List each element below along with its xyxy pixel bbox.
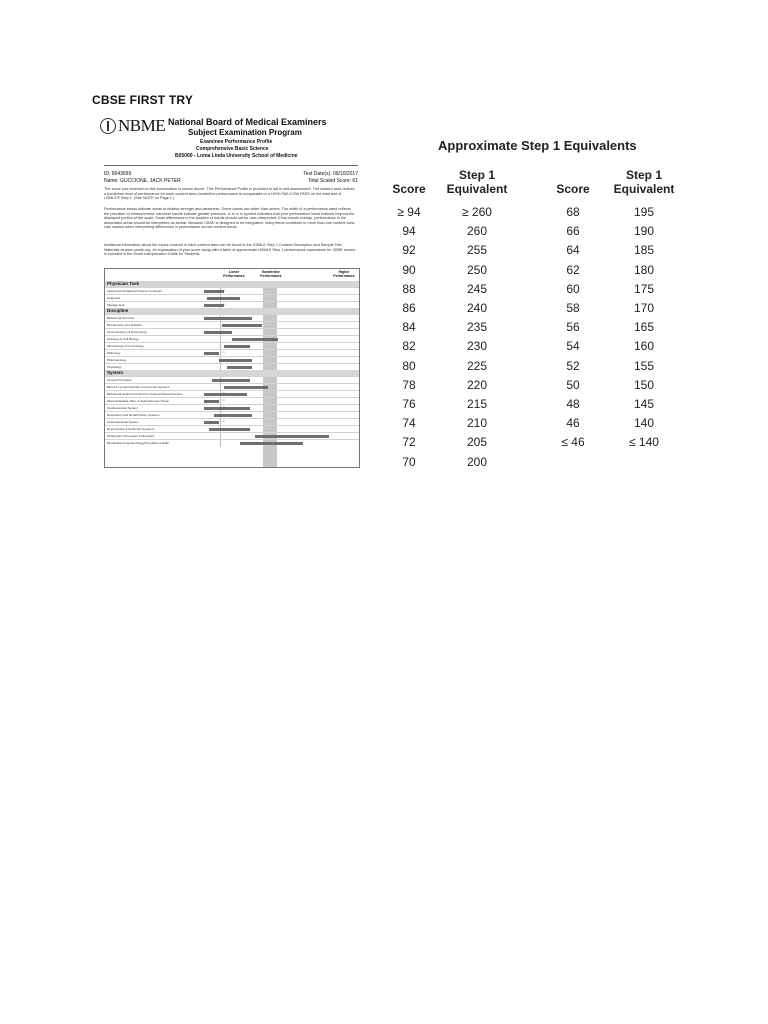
cbse-score-cell: 88 [402,281,416,296]
performance-profile-table [104,268,360,468]
cbse-score-cell: 58 [566,301,580,315]
content-area-label: Behavioral Health and Nervous Systems/Special Senses [107,392,183,396]
cbse-score-cell: 90 [402,262,416,277]
content-area-label: Biostatistics & Epidemiology/Population Health [107,441,170,445]
cbse-score-cell: 72 [402,435,416,450]
step1-equivalent-cell: 240 [466,301,488,315]
cbse-score-cell: 92 [402,243,416,258]
performance-band [255,435,329,438]
cbse-score-cell: 60 [566,281,580,296]
cbse-score-cell: 76 [402,397,416,411]
performance-band [219,359,252,362]
nbme-seal-icon [100,118,116,134]
cbse-score-cell: 74 [402,416,416,431]
score-header: Score [556,182,590,196]
content-area-label: Musculoskeletal, Skin, & Subcutaneous Tissue [107,399,170,403]
performance-band [212,379,250,382]
cbse-score-cell: 54 [566,339,580,354]
section-header: Physician Task [105,281,359,287]
step1-equivalent-cell: 230 [466,339,488,354]
higher-performance-header: Higher Performance [333,270,355,278]
step1-equivalent-cell: 260 [466,224,488,239]
step1-equivalent-cell: 255 [466,243,488,258]
cbse-score-cell: ≤ 46 [561,435,585,450]
cbse-score-cell: 56 [566,320,580,335]
step1-equivalent-cell: 150 [633,377,655,392]
step1-equivalent-cell: 145 [633,397,655,411]
step1-equivalent-cell: 160 [633,339,655,354]
performance-band [204,352,219,355]
equivalent-header [604,168,684,196]
step1-equivalent-cell: 225 [466,358,488,373]
equivalent-header-line2: Equivalent [446,182,508,196]
content-area-label: Management [107,303,125,307]
content-area-label: Physiology [107,365,122,369]
cbse-score-cell: 70 [402,454,416,469]
content-area-label: Pharmacology [107,358,127,362]
cbse-score-cell: 64 [566,243,580,258]
step1-equivalent-cell: 165 [633,320,655,335]
org-name: National Board of Medical Examiners [168,117,327,127]
cbse-score-cell: 46 [566,416,580,431]
content-area-label: Applying Foundational Science Concepts [107,289,162,293]
performance-band [204,290,224,293]
cbse-score-cell: 82 [402,339,416,354]
performance-band [204,304,224,307]
step1-equivalent-cell: ≥ 260 [462,205,492,219]
content-area-label: General Principles [107,378,132,382]
total-score: Total Scaled Score: 61 [307,178,358,184]
examinee-name: Name: GUCCIONE, JACK PETER [104,178,181,184]
equivalent-header-line1: Step 1 [458,168,495,182]
cbse-score-cell: 86 [402,301,416,315]
column-divider [220,440,221,447]
content-area-label: Behavioral Sciences [107,316,135,320]
profile-header [105,269,359,281]
extends-left-icon: ◁ [222,350,225,354]
content-area-label: Blood & Lymphoreticular and Immune Systems [107,385,170,389]
step1-equivalent-cell: 170 [633,301,655,315]
step1-equivalent-cell: 250 [466,262,488,277]
performance-band [232,338,278,341]
performance-band [224,386,267,389]
content-area-label: Cardiovascular System [107,406,138,410]
equivalents-title: Approximate Step 1 Equivalents [438,138,637,153]
cbse-score-cell: 48 [566,397,580,411]
performance-band [204,393,247,396]
step1-equivalent-cell: 190 [633,224,655,239]
step1-equivalent-cell: 245 [466,281,488,296]
step1-equivalent-cell: 200 [466,454,488,469]
performance-band [204,317,252,320]
performance-band [209,428,250,431]
content-area-label: Multisystem Processes & Disorders [107,434,155,438]
intro-paragraph: The score you received on this examination is shown above. This Performance Profile is provided to aid in self-assessment. The shaded area defines a borderline level of performance for each content area; borderline performance is comparable to a HIGH FAIL/LOW PASS on the total test of USMLE® Step 1. (See NOTE on Page 1.) [104,187,355,201]
performance-band [222,324,263,327]
equivalent-header-line2: Equivalent [613,182,675,196]
bands-paragraph: Performance bands indicate areas of relative strength and weakness. Some bands are wider than others. The width of a performance band reflects the precision of measurement: narrower bands indicate greater precision. A ⊲ or ⊳ symbol indicates that your performance band extends beyond the displayed portion of the scale. Small differences in the location of bands should not be over-interpreted. If two bands overlap, performance in the associated areas should be interpreted as similar. Because CBSE is designed to be integrative, many items contribute to more than one content area. Use caution when interpreting differences in performance across content areas. [104,207,356,230]
cbse-score-cell: 50 [566,377,580,392]
content-area-label: Gastrointestinal System [107,420,139,424]
exam-name: Comprehensive Basic Science [196,146,269,152]
performance-band [204,407,250,410]
performance-band [204,421,219,424]
content-area-label: Reproductive & Endocrine Systems [107,427,155,431]
content-area-label: Histology & Cell Biology [107,337,139,341]
info-paragraph: Additional information about the topics covered in each content area can be found in the USMLE Step 1 Content Description and Sample Test Materials at www.usmle.org. An explanation of your score along with a table of approximate USMLE Step 1 performance equivalents for CBSE scores is included in the Score Interpretation Guide for Students. [104,243,356,257]
step1-equivalent-cell: 235 [466,320,488,335]
nbme-logo-text: NBME [118,116,166,135]
cbse-score-cell: ≥ 94 [397,205,421,219]
step1-equivalent-cell: 220 [466,377,488,392]
step1-equivalent-cell: 205 [466,435,488,450]
step1-equivalent-cell: 215 [466,397,488,411]
cbse-score-cell: 52 [566,358,580,373]
cbse-score-cell: 66 [566,224,580,239]
step1-equivalent-cell: 180 [633,262,655,277]
examinee-id: ID: 6643699 [104,171,132,177]
step1-equivalent-cell: 140 [633,416,655,431]
content-area-label: Diagnosis [107,296,121,300]
program-name: Subject Examination Program [188,128,302,137]
lower-performance-header: Lower Performance [223,270,245,278]
school-name: B05060 - Loma Linda University School of Medicine [175,153,298,159]
performance-band [224,345,249,348]
content-area-label: Biochemistry and Nutrition [107,323,143,327]
section-header: Discipline [105,308,359,314]
name-row [104,178,358,184]
content-area-label: Respiratory and Renal/Urinary Systems [107,413,160,417]
performance-band [204,331,232,334]
equivalent-header-line1: Step 1 [625,168,662,182]
profile-row [105,439,359,447]
content-area-label: Microbiology & Immunology [107,344,144,348]
divider [104,165,358,166]
step1-equivalent-cell: 155 [633,358,655,373]
profile-title: Examinee Performance Profile [200,139,273,145]
cbse-score-cell: 94 [402,224,416,239]
performance-band [227,366,252,369]
performance-band [240,442,304,445]
step1-equivalent-cell: 210 [466,416,488,431]
performance-band [204,400,219,403]
step1-equivalent-cell: 175 [633,281,655,296]
content-area-label: Pathology [107,351,121,355]
borderline-performance-header: Borderline Performance [260,270,282,278]
cbse-score-cell: 84 [402,320,416,335]
nbme-logo [100,116,164,136]
performance-band [214,414,252,417]
step1-equivalent-cell: 195 [633,205,655,219]
step1-equivalent-cell: 185 [633,243,655,258]
score-header: Score [392,182,426,196]
step1-equivalent-cell: ≤ 140 [629,435,659,450]
test-date: Test Date(s): 09/10/2017 [303,171,358,177]
page-heading: CBSE FIRST TRY [92,93,194,107]
extends-left-icon: ◁ [222,398,225,402]
cbse-score-cell: 78 [402,377,416,392]
nbme-report [100,113,360,473]
equivalent-header [437,168,517,196]
cbse-score-cell: 80 [402,358,416,373]
extends-left-icon: ◁ [222,419,225,423]
section-header: System [105,370,359,376]
id-row [104,171,358,177]
cbse-score-cell: 68 [566,205,580,219]
content-area-label: Gross Anatomy & Embryology [107,330,148,334]
performance-band [207,297,240,300]
cbse-score-cell: 62 [566,262,580,277]
